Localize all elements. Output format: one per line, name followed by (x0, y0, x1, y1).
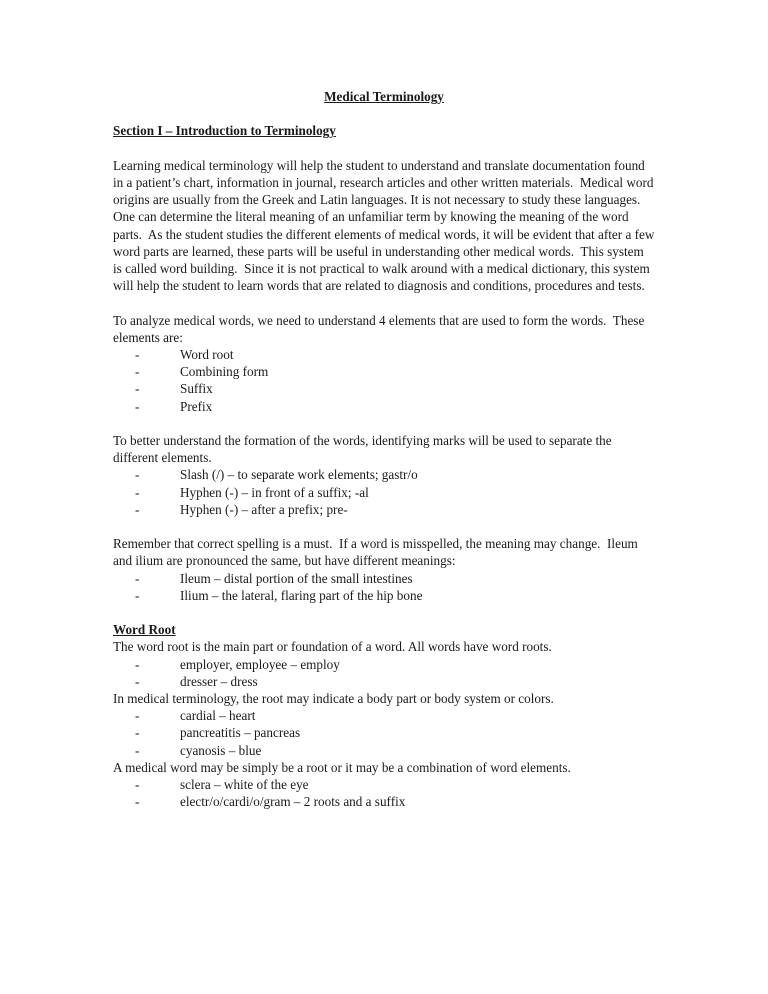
list-item (113, 484, 655, 501)
bullet-marker: - (135, 673, 140, 689)
bullet-marker: - (135, 347, 140, 362)
list-item-label: Hyphen (-) – in front of a suffix; -al (180, 484, 369, 500)
list-item (113, 673, 655, 690)
list-item-label: sclera – white of the eye (180, 777, 309, 793)
list-item (113, 346, 655, 363)
spacer (113, 604, 655, 621)
list-item-label: employer, employee – employ (180, 656, 340, 672)
bullet-marker: - (135, 364, 140, 380)
bullet-marker: - (135, 501, 140, 517)
spacer (113, 140, 655, 157)
bullet-marker: - (135, 398, 140, 414)
paragraph-marks-intro: To better understand the formation of the words, identifying marks will be used to separate the different elements. (113, 433, 615, 466)
list-item-label: Suffix (180, 381, 213, 397)
list-medical-root-examples (113, 707, 655, 759)
paragraph-combination-intro: A medical word may be simply be a root or it may be a combination of word elements. (113, 759, 571, 775)
list-word-root-examples (113, 656, 655, 690)
list-item-label: Word root (180, 347, 234, 362)
spacer (113, 105, 655, 122)
list-item (113, 363, 655, 380)
paragraph-medical-root-intro: In medical terminology, the root may indicate a body part or body system or colors. (113, 691, 554, 707)
list-item (113, 707, 655, 724)
paragraph-word-root-intro: The word root is the main part or foundation of a word. All words have word roots. (113, 639, 552, 655)
bullet-marker: - (135, 742, 140, 758)
list-item-label: Combining form (180, 364, 269, 380)
list-item-label: Hyphen (-) – after a prefix; pre- (180, 501, 348, 517)
list-item (113, 793, 655, 810)
list-item (113, 466, 655, 483)
list-item-label: Prefix (180, 398, 213, 414)
list-item-label: cardial – heart (180, 708, 256, 724)
list-item-label: electr/o/cardi/o/gram – 2 roots and a suffix (180, 794, 406, 810)
list-item (113, 398, 655, 415)
list-item (113, 742, 655, 759)
page-title: Medical Terminology (324, 89, 444, 104)
bullet-marker: - (135, 570, 140, 586)
spacer (113, 518, 655, 535)
list-item-label: Ilium – the lateral, flaring part of the hip bone (180, 587, 423, 603)
bullet-marker: - (135, 777, 140, 793)
list-item-label: cyanosis – blue (180, 742, 262, 758)
paragraph-intro: Learning medical terminology will help the student to understand and translate documentation found in a patient’s chart, information in journal, research articles and other written materials. Medical word origins are usually from the Greek and Latin languages. It is not necessary to study these languages. One can determine the literal meaning of an unfamiliar term by knowing the meaning of the word parts. As the student studies the different elements of medical words, it will be evident that after a few word parts are learned, these parts will be useful in understanding other medical words. This system is called word building. Since it is not practical to walk around with a medical dictionary, this system will help the student to learn words that are related to diagnosis and conditions, procedures and tests. (113, 157, 658, 294)
paragraph-spelling-intro: Remember that correct spelling is a must. If a word is misspelled, the meaning may change. Ileum and ilium are pronounced the same, but have different meanings: (113, 536, 642, 569)
bullet-marker: - (135, 794, 140, 810)
list-combination-examples (113, 776, 655, 810)
list-elements (113, 346, 655, 415)
list-item (113, 501, 655, 518)
paragraph-elements-intro: To analyze medical words, we need to understand 4 elements that are used to form the words. These elements are: (113, 312, 648, 345)
spacer (113, 294, 655, 311)
list-item (113, 656, 655, 673)
list-item (113, 570, 655, 587)
bullet-marker: - (135, 725, 140, 741)
list-item (113, 587, 655, 604)
list-item (113, 776, 655, 793)
list-item-label: pancreatitis – pancreas (180, 725, 301, 741)
list-spelling (113, 570, 655, 604)
subsection-heading-word-root: Word Root (113, 622, 176, 638)
list-marks (113, 466, 655, 518)
list-item (113, 380, 655, 397)
list-item-label: Slash (/) – to separate work elements; gastr/o (180, 467, 418, 483)
list-item-label: Ileum – distal portion of the small intestines (180, 570, 413, 586)
section-heading: Section I – Introduction to Terminology (113, 123, 336, 139)
bullet-marker: - (135, 656, 140, 672)
list-item-label: dresser – dress (180, 673, 258, 689)
bullet-marker: - (135, 708, 140, 724)
bullet-marker: - (135, 587, 140, 603)
bullet-marker: - (135, 381, 140, 397)
list-item (113, 724, 655, 741)
bullet-marker: - (135, 484, 140, 500)
bullet-marker: - (135, 467, 140, 483)
spacer (113, 415, 655, 432)
